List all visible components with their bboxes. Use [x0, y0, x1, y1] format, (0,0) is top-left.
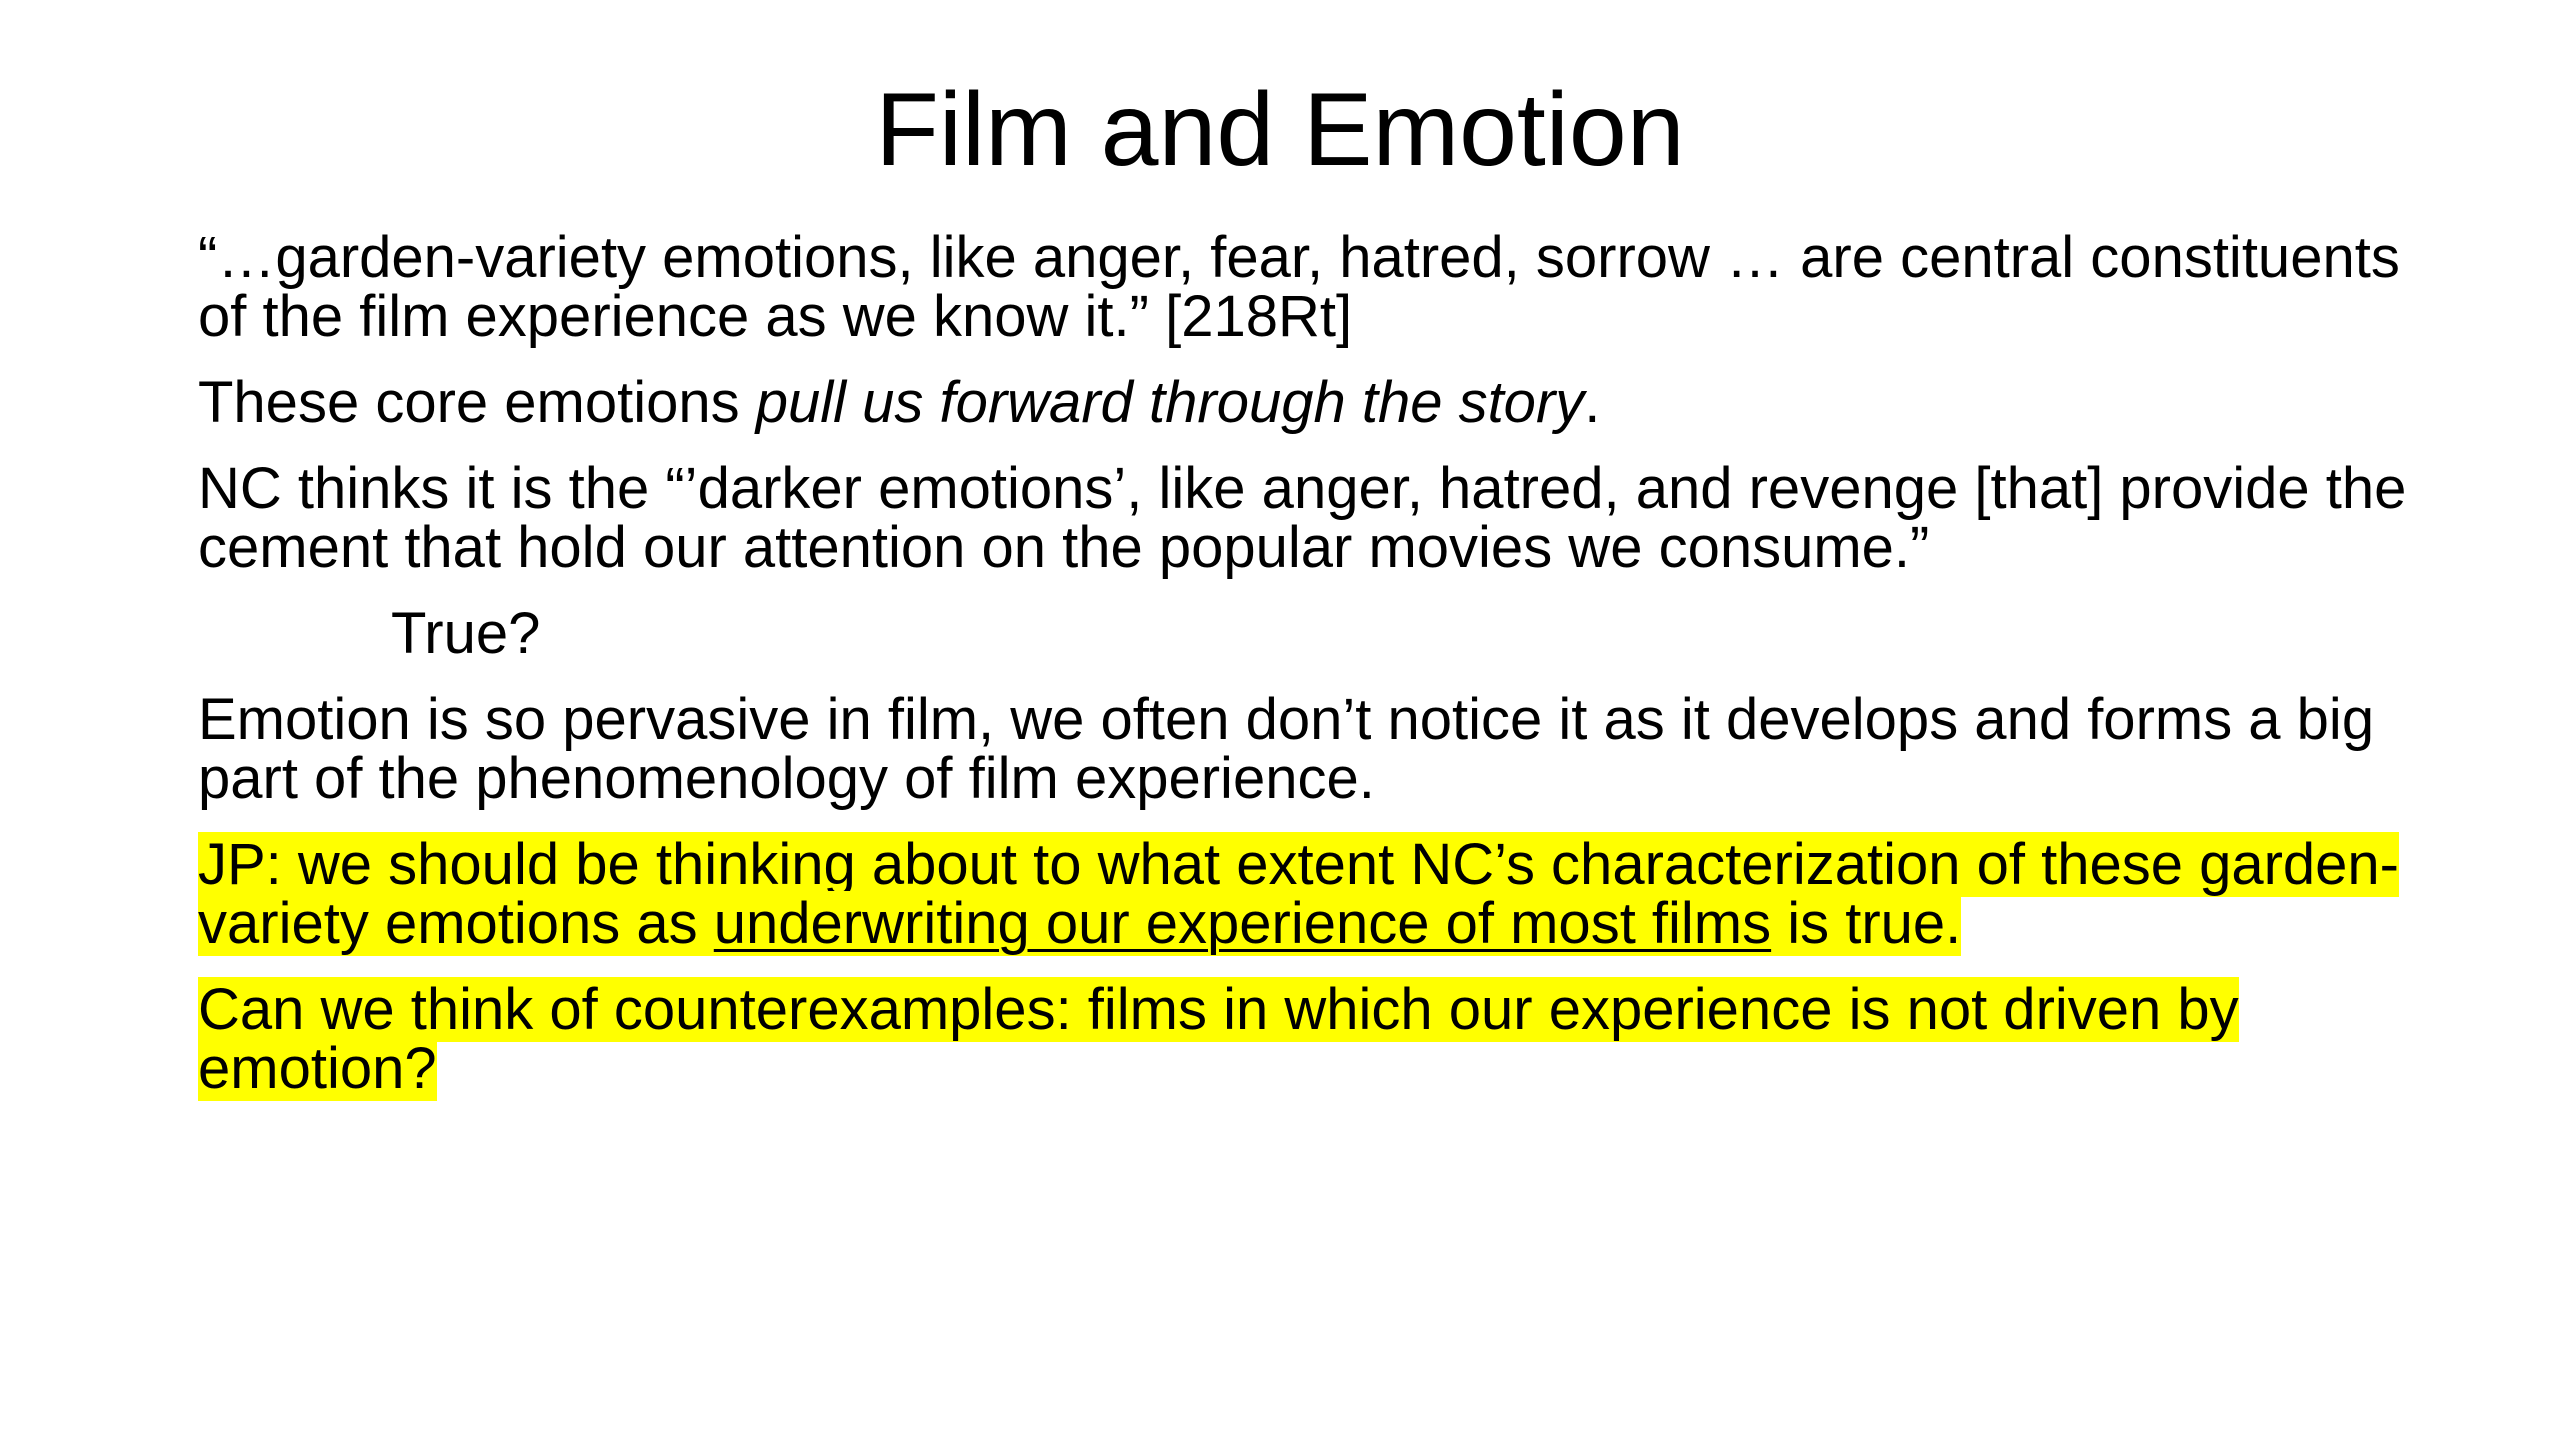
- quote-paragraph: “…garden-variety emotions, like anger, fear, hatred, sorrow … are central constituents of the film experience as we know it.” [218Rt]: [198, 225, 2400, 349]
- jp-highlight: [198, 832, 2399, 956]
- counterexamples-paragraph: [198, 977, 2438, 1101]
- core-emotions-end: .: [1584, 370, 1601, 435]
- jp-paragraph: [198, 832, 2438, 956]
- slide-title: Film and Emotion: [875, 72, 1685, 188]
- pervasive-paragraph: Emotion is so pervasive in film, we often don’t notice it as it develops and forms a big part of the phenomenology of film experience.: [198, 687, 2375, 811]
- core-emotions-paragraph: [198, 370, 2438, 435]
- jp-text: JP: we should be thinking about to what extent NC’s characterization of these garden-variety emotions as: [198, 832, 2399, 956]
- slide-body: [198, 225, 2438, 1125]
- true-question: True?: [391, 601, 541, 666]
- core-emotions-text: These core emotions: [198, 370, 756, 435]
- darker-emotions-paragraph: NC thinks it is the “’darker emotions’, like anger, hatred, and revenge [that] provide the cement that hold our attention on the popular movies we consume.”: [198, 456, 2407, 580]
- jp-text-end: is true.: [1771, 891, 1962, 956]
- jp-underlined-text: underwriting our experience of most films: [713, 891, 1772, 956]
- counterexamples-highlight: Can we think of counterexamples: films in which our experience is not driven by emotion?: [198, 977, 2239, 1101]
- core-emotions-italic: pull us forward through the story: [755, 370, 1585, 435]
